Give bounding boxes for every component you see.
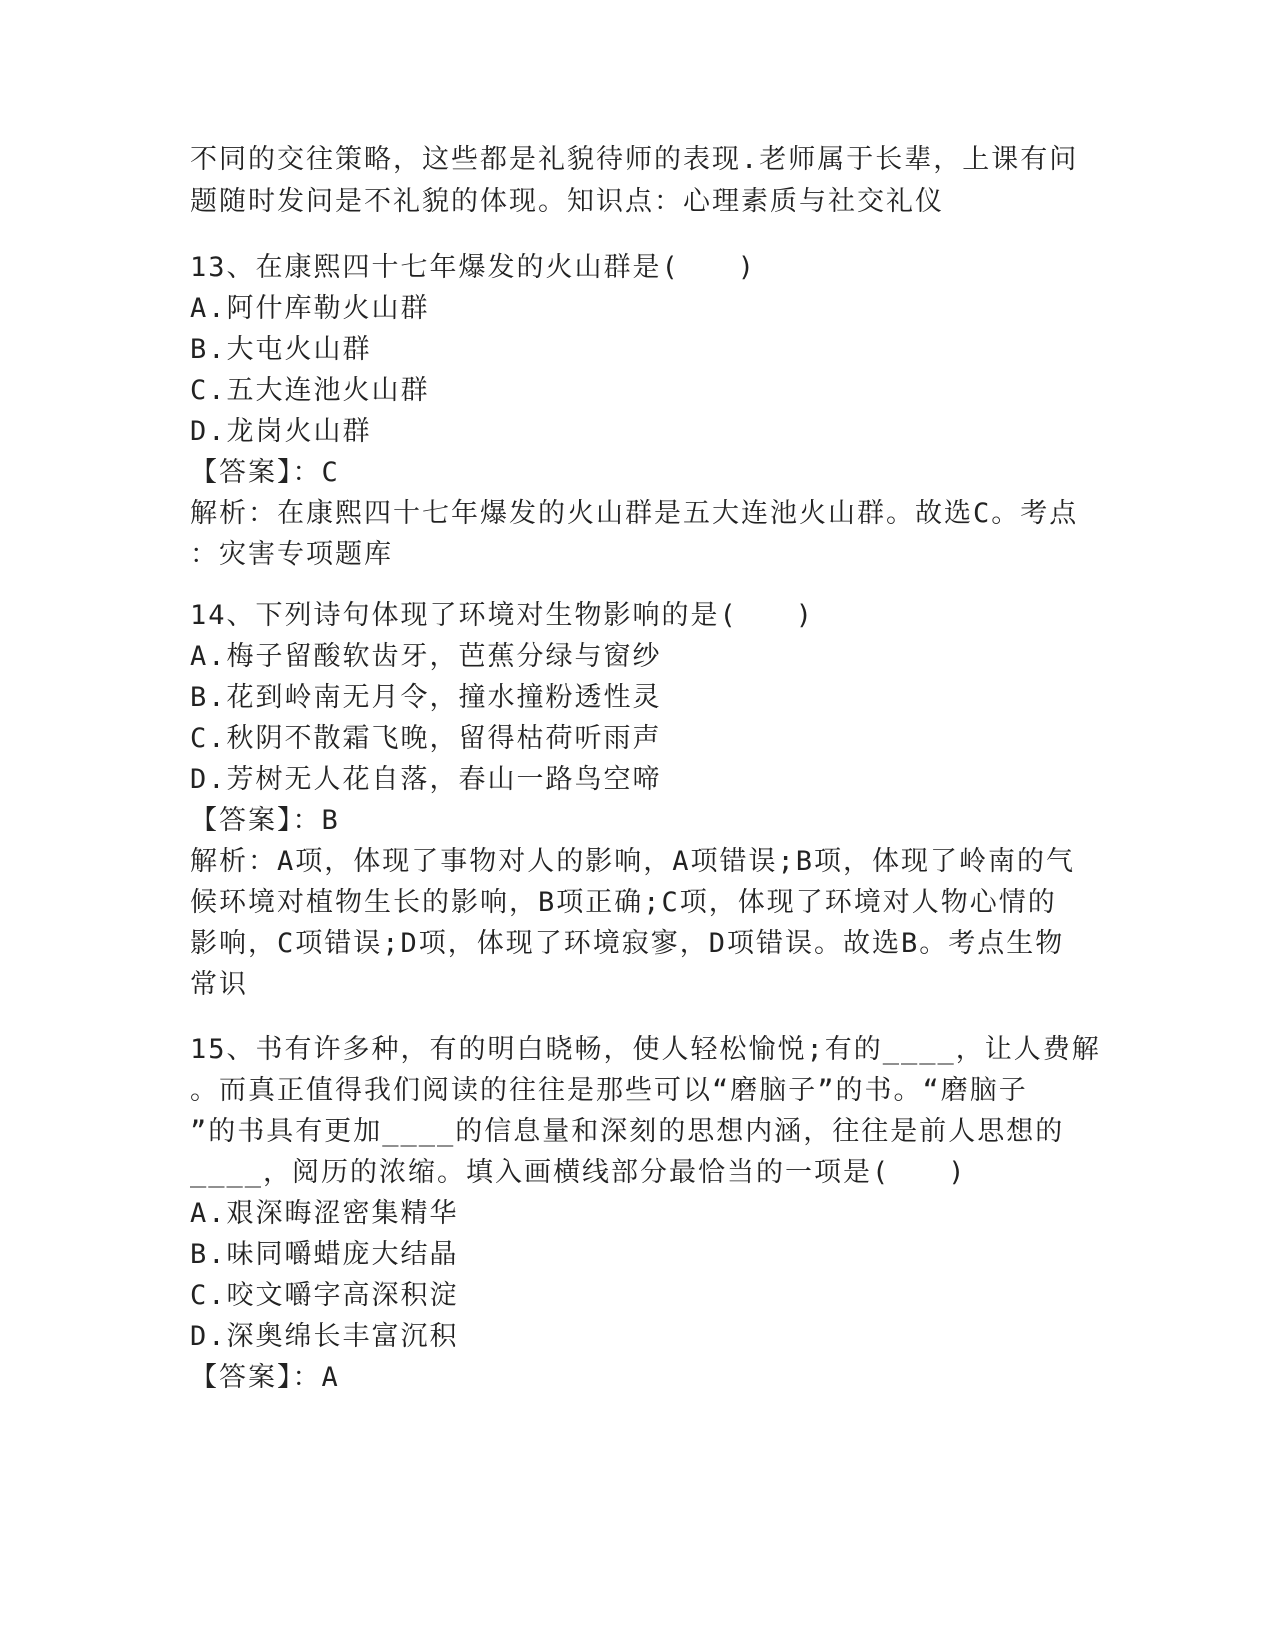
question-13-option-b: B.大屯火山群 [190,334,372,365]
question-14-stem: 14、下列诗句体现了环境对生物影响的是( ) [190,600,815,631]
question-13-option-c: C.五大连池火山群 [190,375,430,406]
question-15-option-b: B.味同嚼蜡庞大结晶 [190,1239,459,1270]
question-13-stem: 13、在康熙四十七年爆发的火山群是( ) [190,252,757,283]
question-15-option-c: C.咬文嚼字高深积淀 [190,1280,459,1311]
question-14-analysis-line-3: 影响，C项错误;D项，体现了环境寂寥，D项错误。故选B。考点生物 [190,928,1065,959]
question-14-answer: 【答案】：B [190,805,340,836]
intro-text-line-1: 不同的交往策略，这些都是礼貌待师的表现.老师属于长辈，上课有问 [190,144,1079,175]
question-15-stem-line-2: 。而真正值得我们阅读的往往是那些可以“磨脑子”的书。“磨脑子 [190,1075,1028,1106]
question-15-stem-line-3: ”的书具有更加____的信息量和深刻的思想内涵，往往是前人思想的 [190,1116,1065,1147]
question-15-stem-line-1: 15、书有许多种，有的明白晓畅，使人轻松愉悦;有的____，让人费解 [190,1034,1101,1065]
question-14-analysis-line-4: 常识 [190,969,248,1000]
question-13-answer: 【答案】：C [190,457,340,488]
question-13-analysis-line-1: 解析：在康熙四十七年爆发的火山群是五大连池火山群。故选C。考点 [190,498,1079,529]
question-13-option-a: A.阿什库勒火山群 [190,293,430,324]
question-13-option-d: D.龙岗火山群 [190,416,372,447]
question-13-analysis-line-2: ：灾害专项题库 [190,539,393,570]
question-14-analysis-line-2: 候环境对植物生长的影响，B项正确;C项，体现了环境对人物心情的 [190,887,1057,918]
question-15-stem-line-4: ____，阅历的浓缩。填入画横线部分最恰当的一项是( ) [190,1157,967,1188]
question-14-option-a: A.梅子留酸软齿牙，芭蕉分绿与窗纱 [190,641,662,672]
question-14-option-d: D.芳树无人花自落，春山一路鸟空啼 [190,764,662,795]
question-15-answer: 【答案】：A [190,1362,340,1393]
question-15-option-d: D.深奥绵长丰富沉积 [190,1321,459,1352]
question-14-option-b: B.花到岭南无月令，撞水撞粉透性灵 [190,682,662,713]
question-15-option-a: A.艰深晦涩密集精华 [190,1198,459,1229]
question-14-option-c: C.秋阴不散霜飞晚，留得枯荷听雨声 [190,723,662,754]
question-14-analysis-line-1: 解析：A项，体现了事物对人的影响，A项错误;B项，体现了岭南的气 [190,846,1076,877]
intro-text-line-2: 题随时发问是不礼貌的体现。知识点：心理素质与社交礼仪 [190,186,944,217]
